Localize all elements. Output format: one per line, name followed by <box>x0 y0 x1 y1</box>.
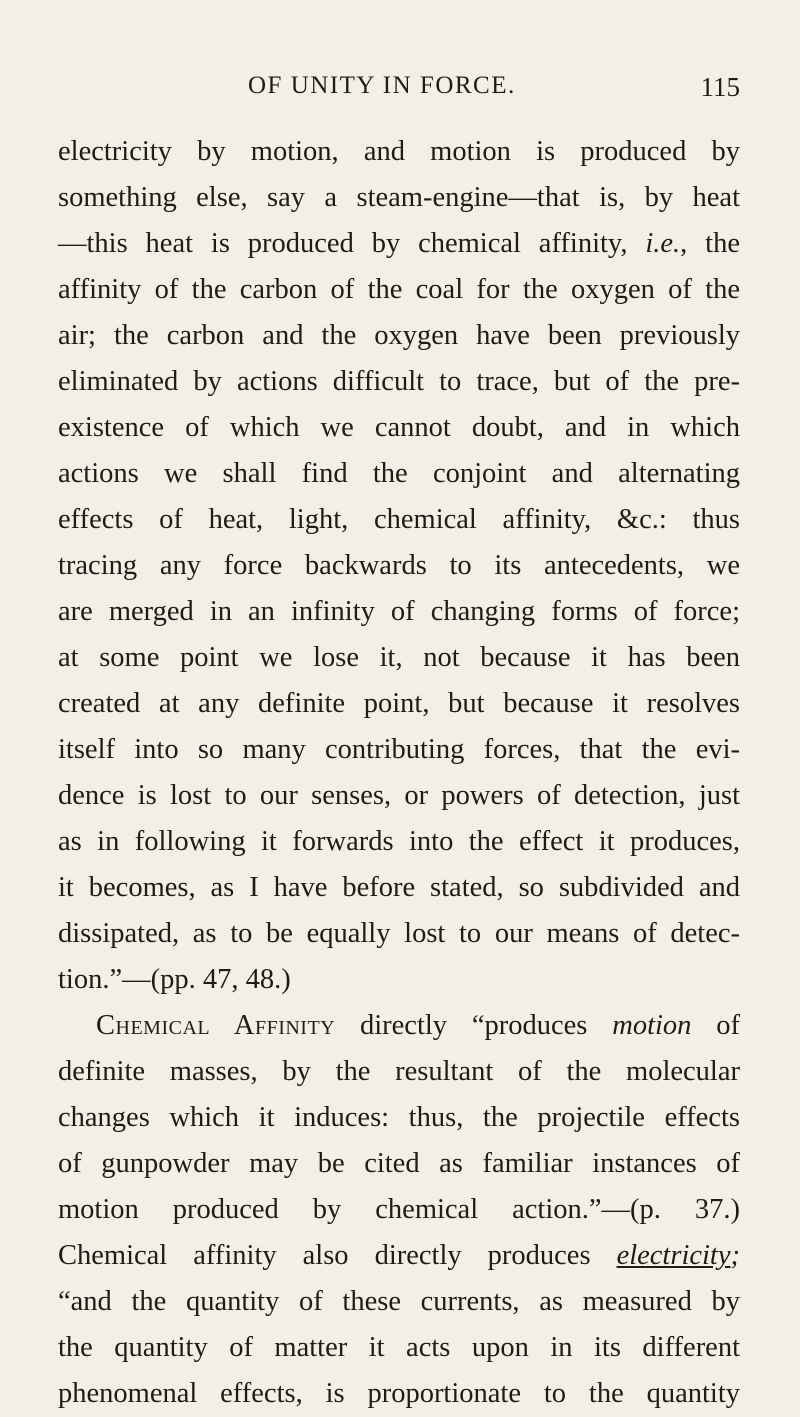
text-line: created at any definite point, but because it resolves <box>58 688 740 719</box>
italic-ie: i.e. <box>645 228 681 259</box>
text-segment: —this heat is produced by chemical affinity, <box>58 228 646 259</box>
text-line: at some point we lose it, not because it has been <box>58 642 740 673</box>
text-line: changes which it induces: thus, the projectile effects <box>58 1102 740 1133</box>
page-number: 115 <box>700 72 740 102</box>
italic-electricity: electricity <box>616 1240 731 1271</box>
text-line: motion produced by chemical action.”—(p. 37.) <box>58 1194 740 1225</box>
text-line: actions we shall find the conjoint and alternating <box>58 458 740 489</box>
text-line <box>58 1233 740 1279</box>
text-segment: directly “produces <box>335 1010 613 1041</box>
text-line: dence is lost to our senses, or powers of detection, just <box>58 780 740 811</box>
text-line: something else, say a steam-engine—that is, by heat <box>58 182 740 213</box>
text-segment: of <box>691 1010 741 1041</box>
text-line: affinity of the carbon of the coal for the oxygen of the <box>58 274 740 305</box>
text-line <box>58 221 740 267</box>
text-segment: Chemical affinity also directly produces <box>58 1240 617 1271</box>
text-segment: , the <box>680 228 740 259</box>
text-line: “and the quantity of these currents, as measured by <box>58 1286 740 1317</box>
text-line <box>58 1003 740 1049</box>
text-line: it becomes, as I have before stated, so subdivided and <box>58 872 740 903</box>
text-line: tion.”—(pp. 47, 48.) <box>58 964 291 995</box>
running-title: OF UNITY IN FORCE. <box>248 72 516 99</box>
italic-motion: motion <box>612 1010 692 1041</box>
small-caps-heading: Chemical Affinity <box>96 1010 336 1041</box>
body-text <box>58 129 740 1417</box>
text-line: itself into so many contributing forces, that the evi- <box>58 734 740 765</box>
text-line: eliminated by actions difficult to trace, but of the pre- <box>58 366 740 397</box>
text-line: as in following it forwards into the effect it produces, <box>58 826 740 857</box>
text-line: the quantity of matter it acts upon in its different <box>58 1332 740 1363</box>
text-line: effects of heat, light, chemical affinity, &c.: thus <box>58 504 740 535</box>
text-line: electricity by motion, and motion is produced by <box>58 136 740 167</box>
text-segment: ; <box>730 1240 740 1271</box>
text-line: of gunpowder may be cited as familiar instances of <box>58 1148 740 1179</box>
running-head <box>58 72 740 112</box>
text-line: existence of which we cannot doubt, and in which <box>58 412 740 443</box>
text-line: phenomenal effects, is proportionate to the quantity <box>58 1378 740 1409</box>
text-line: are merged in an infinity of changing forms of force; <box>58 596 740 627</box>
text-line: definite masses, by the resultant of the molecular <box>58 1056 740 1087</box>
text-line: tracing any force backwards to its antecedents, we <box>58 550 740 581</box>
text-line: air; the carbon and the oxygen have been previously <box>58 320 740 351</box>
text-line: dissipated, as to be equally lost to our means of detec- <box>58 918 740 949</box>
